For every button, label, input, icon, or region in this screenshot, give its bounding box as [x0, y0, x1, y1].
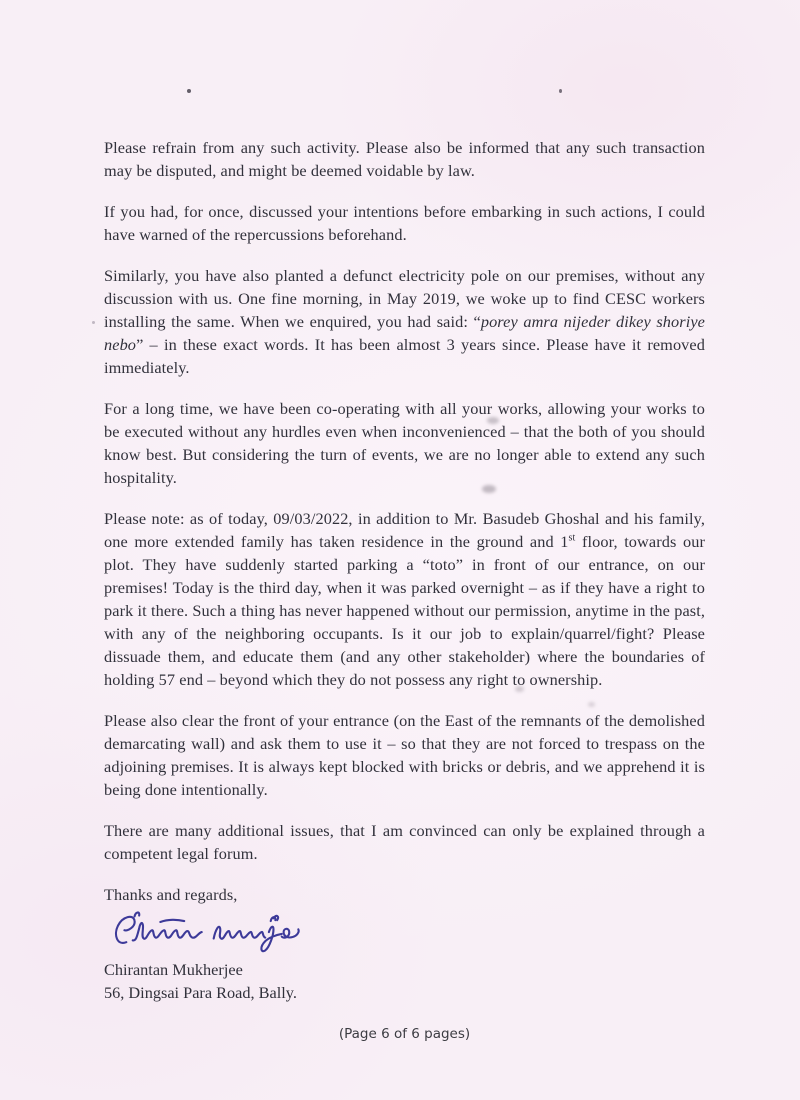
closing-salutation: Thanks and regards, [104, 885, 238, 904]
paragraph-refrain: Please refrain from any such activity. Please also be informed that any such transaction may be disputed, and might be deemed voidable by law. [104, 138, 705, 180]
paragraph-cooperation: For a long time, we have been co-operating with all your works, allowing your works to be executed without any hurdles even when inconvenienced – that the both of you should know best. But considering the turn of events, we are no longer able to extend any such hospitality. [104, 399, 705, 487]
scan-smudge [487, 417, 499, 424]
handwritten-signature [104, 910, 316, 956]
scan-speck [187, 89, 191, 93]
paragraph-legal-forum: There are many additional issues, that I am convinced can only be explained through a competent legal forum. [104, 821, 705, 863]
paragraph-electricity-pole [104, 264, 705, 379]
page-number-indicator: (Page 6 of 6 pages) [338, 1026, 471, 1042]
sender-address: 56, Dingsai Para Road, Bally. [104, 983, 297, 1002]
scan-smudge [482, 485, 496, 493]
scan-speck [92, 321, 95, 324]
paragraph-text: ” – in these exact words. It has been almost 3 years since. Please have it removed immediately. [104, 335, 705, 377]
paragraph-clear-entrance: Please also clear the front of your entrance (on the East of the remnants of the demolished demarcating wall) and ask them to use it – so that they are not forced to trespass on the adjoining premises. It is always kept blocked with bricks or debris, and we apprehend it is being done intentionally. [104, 711, 705, 799]
scan-smudge [588, 702, 595, 707]
paragraph-text: floor, towards our plot. They have suddenly started parking a “toto” in front of our entrance, on our premises! Today is the third day, when it was parked overnight – as if they have a right to park it there. Such a thing has never happened without our permission, anytime in the past, with any of the neighboring occupants. Is it our job to explain/quarrel/fight? Please dissuade them, and educate them (and any other stakeholder) where the boundaries of holding 57 end – beyond which they do not possess any right to ownership. [104, 532, 706, 689]
scan-smudge [515, 686, 524, 692]
paragraph-toto-parking [104, 507, 705, 691]
scan-speck [559, 89, 562, 93]
letter-body [104, 136, 705, 1042]
paragraph-text: Please note: as of today, 09/03/2022, in addition to Mr. Basudeb Ghoshal and his family, one more extended family has taken residence in the ground and 1 [104, 509, 705, 551]
paragraph-text: Similarly, you have also planted a defunct electricity pole on our premises, without any discussion with us. One fine morning, in May 2019, we woke up to find CESC workers installing the same. When we enquired, you had said: “ [104, 266, 705, 331]
sender-name: Chirantan Mukherjee [104, 960, 243, 979]
quoted-phrase-italic: porey amra nijeder dikey shoriye nebo [104, 312, 705, 354]
ordinal-superscript: st [568, 532, 576, 544]
paragraph-intentions: If you had, for once, discussed your intentions before embarking in such actions, I could have warned of the repercussions beforehand. [104, 202, 705, 244]
